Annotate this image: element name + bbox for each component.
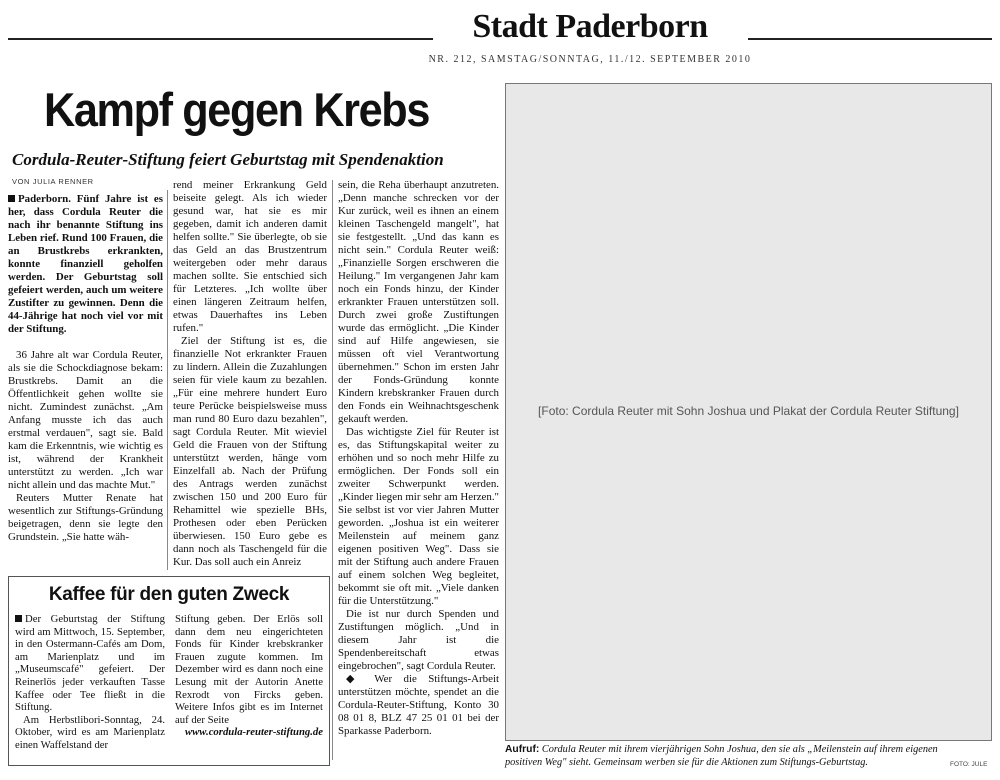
article-photo [505, 83, 992, 741]
article-lead-text: Paderborn. Fünf Jahre ist es her, dass Cordula Reuter die nach ihr benannte Stiftung ins Leben rief. Rund 100 Frauen, die an Brustkrebs erkrankten, konnte finanziell geholfen werden. Der Geburtstag soll gefeiert werden, auch um weitere Zustifter zu gewinnen. Denn die 44-Jährige hat noch viel vor mit der Stiftung. [8, 193, 163, 335]
info-box-column-2 [175, 613, 323, 739]
header-rule-right [748, 38, 992, 40]
info-box-column-1 [15, 613, 165, 752]
article-headline: Kampf gegen Krebs [44, 83, 430, 136]
website-link[interactable]: www.cordula-reuter-stiftung.de [185, 726, 323, 739]
paragraph: rend meiner Erkrankung Geld beiseite gelegt. Als ich wieder gesund war, hat sie es mir gegeben, damit ich anderen damit helfen sollte." Sie überlegte, ob sie das Geld an das Brustzentrum weitergeben oder mehr daraus machen sollte. Sie entschied sich für Letzteres. „Ich wollte über einen längeren Zeitraum helfen, etwas Dauerhaftes ins Leben rufen." [173, 179, 327, 334]
article-column-1 [8, 193, 163, 544]
column-divider [167, 190, 168, 570]
article-byline: VON JULIA RENNER [12, 177, 94, 186]
photo-placeholder: [Foto: Cordula Reuter mit Sohn Joshua und Plakat der Cordula Reuter Stiftung] [538, 404, 959, 418]
paragraph: Am Herbstlibori-Sonntag, 24. Oktober, wird es am Marienplatz einen Waffelstand der [15, 713, 165, 751]
donation-info: ◆ Wer die Stiftungs-Arbeit unterstützen möchte, spendet an die Cordula-Reuter-Stiftung, Konto 30 08 01 8, BLZ 47 25 01 01 bei der Sparkasse Paderborn. [338, 673, 499, 737]
column-divider [332, 180, 333, 760]
square-bullet-icon [15, 615, 22, 622]
paragraph: Das wichtigste Ziel für Reuter ist es, das Stiftungskapital weiter zu erhöhen und so noch mehr Hilfe zu ermöglichen. Der Fonds soll ein zweiter Schwerpunkt werden. „Kinder liegen mir sehr am Herzen." Sie selbst ist vor vier Jahren Mutter geworden. „Joshua ist ein weiterer Meilenstein auf meinem ganz eigenen positiven Weg". Dass sie mit der Stiftung auch andere Frauen auf einem solchen Weg begleitet, bekommt sie oft mit. „Viele danken für die Unterstützung." [338, 426, 499, 607]
paragraph [15, 613, 165, 714]
caption-text: Cordula Reuter mit ihrem vierjährigen Sohn Joshua, den sie als „Meilenstein auf ihrem eigenen positiven Weg" sieht. Gemeinsam werben sie für die Aktionen zum Stiftungs-Geburtstag. [505, 744, 938, 768]
photo-credit: FOTO: JULE [950, 761, 988, 768]
info-box-title: Kaffee für den guten Zweck [48, 584, 290, 605]
paragraph: Die ist nur durch Spenden und Zustiftungen möglich. „Und in diesem Jahr ist die Spendenbereitschaft etwas eingebrochen", sagt Cordula Reuter. [338, 608, 499, 672]
paragraph: 36 Jahre alt war Cordula Reuter, als sie die Schockdiagnose bekam: Brustkrebs. Damit an die Öffentlichkeit gehen wollte sie nicht. Zumindest zunächst. „Am Anfang musste ich das auch erstmal verdauen", sagt sie. Bald kam die Erkenntnis, wie wichtig es ist, während der Krankheit unterstützt zu werden. „Ich war nicht allein und das machte Mut." [8, 349, 163, 491]
paragraph: Ziel der Stiftung ist es, die finanzielle Not erkrankter Frauen zu lindern. Allein die Zuzahlungen seien für viele kaum zu bezahlen. „Für eine mehrere hundert Euro teure Perücke beispielsweise muss man rund 80 Euro dazu bezahlen", sagt Cordula Reuter. Mit wieviel Geld die Frauen von der Stiftung unterstützt werden, hänge vom Einzelfall ab. Nach der Prüfung des Antrags werden zunächst zwischen 150 und 200 Euro für Rehamittel wie spezielle BHs, Prothesen oder eben Perücken überwiesen. 150 Euro gebe es dann noch als Taschengeld für die Kur. Das soll auch ein Anreiz [173, 335, 327, 568]
square-bullet-icon [8, 195, 15, 202]
paragraph: Reuters Mutter Renate hat wesentlich zur Stiftungs-Gründung beigetragen, denn sie legte den Grundstein. „Sie hatte wäh- [8, 492, 163, 543]
paragraph: Stiftung geben. Der Erlös soll dann dem neu eingerichteten Fonds für Kinder krebskranker Frauen zugute kommen. Im Dezember wird es dann noch eine Lesung mit der Autorin Anette Rexrodt von Fircks geben. Weitere Infos gibt es im Internet auf der Seite [175, 613, 323, 726]
paragraph: sein, die Reha überhaupt anzutreten. „Denn manche schrecken vor der Kur zurück, weil es ihnen an einem kleinen Taschengeld mangelt", hat sie festgestellt. „Und das kann es nicht sein." Cordula Reuter weiß: „Finanzielle Sorgen erschweren die Heilung." Im vergangenen Jahr kam noch ein Fonds hinzu, der Kinder erkrankter Frauen unterstützen soll. Durch zwei große Zustiftungen wurde das ermöglicht. „Die Kinder sind auf Hilfe angewiesen, sie müssen oft viel Verantwortung übernehmen." Schon im ersten Jahr der Fonds-Gründung konnte Kindern krebskranker Frauen durch den Fonds ein Weihnachtsgeschenk gekauft werden. [338, 179, 499, 425]
article-column-2 [173, 179, 327, 569]
photo-caption [505, 744, 950, 769]
paragraph-text: Der Geburtstag der Stiftung wird am Mittwoch, 15. September, in den Ostermann-Cafés am Dom, am Marienplatz und im „Museumscafé" gefeiert. Der Reinerlös jeder verkauften Tasse Kaffee oder Tee fließt in die Stiftung. [15, 613, 165, 714]
article-lead [8, 193, 163, 336]
ressort-title: Stadt Paderborn [472, 8, 708, 45]
issue-line: NR. 212, SAMSTAG/SONNTAG, 11./12. SEPTEMBER 2010 [428, 54, 752, 65]
article-column-3 [338, 179, 499, 738]
header-rule-left [8, 38, 433, 40]
caption-label: Aufruf: [505, 744, 540, 755]
info-box [8, 576, 330, 766]
article-subhead: Cordula-Reuter-Stiftung feiert Geburtstag mit Spendenaktion [12, 150, 444, 169]
